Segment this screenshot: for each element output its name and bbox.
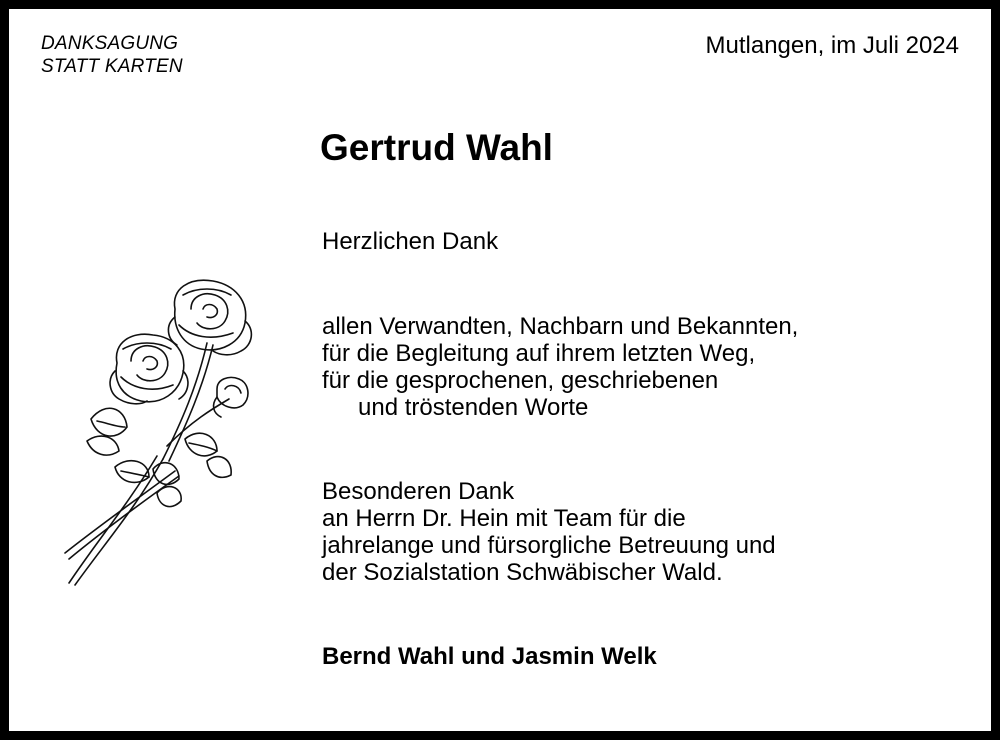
notice-label-line-1: DANKSAGUNG [41, 33, 179, 54]
signature: Bernd Wahl und Jasmin Welk [322, 643, 657, 670]
special-thanks-line: Besonderen Dank [322, 478, 515, 505]
special-thanks-line: der Sozialstation Schwäbischer Wald. [322, 559, 723, 586]
thanks-paragraph [322, 313, 798, 421]
roses-illustration [57, 271, 257, 591]
special-thanks-line: jahrelange und fürsorgliche Betreuung und [322, 532, 776, 559]
notice-label [41, 32, 183, 78]
rose-stems [65, 343, 229, 585]
greeting: Herzlichen Dank [322, 228, 499, 255]
place-date: Mutlangen, im Juli 2024 [705, 32, 959, 59]
rose-blossom-upper [168, 280, 251, 355]
special-thanks-paragraph [322, 478, 776, 586]
notice-label-line-2: STATT KARTEN [41, 56, 183, 77]
deceased-name: Gertrud Wahl [320, 127, 553, 168]
thanks-line: für die gesprochenen, geschriebenen [322, 367, 719, 394]
rose-leaves [87, 408, 231, 506]
special-thanks-line: an Herrn Dr. Hein mit Team für die [322, 505, 686, 532]
thanks-line: für die Begleitung auf ihrem letzten Weg, [322, 340, 756, 367]
thanks-line: allen Verwandten, Nachbarn und Bekannten, [322, 313, 799, 340]
rose-bud [214, 377, 248, 417]
thanks-line: und tröstenden Worte [358, 394, 589, 421]
